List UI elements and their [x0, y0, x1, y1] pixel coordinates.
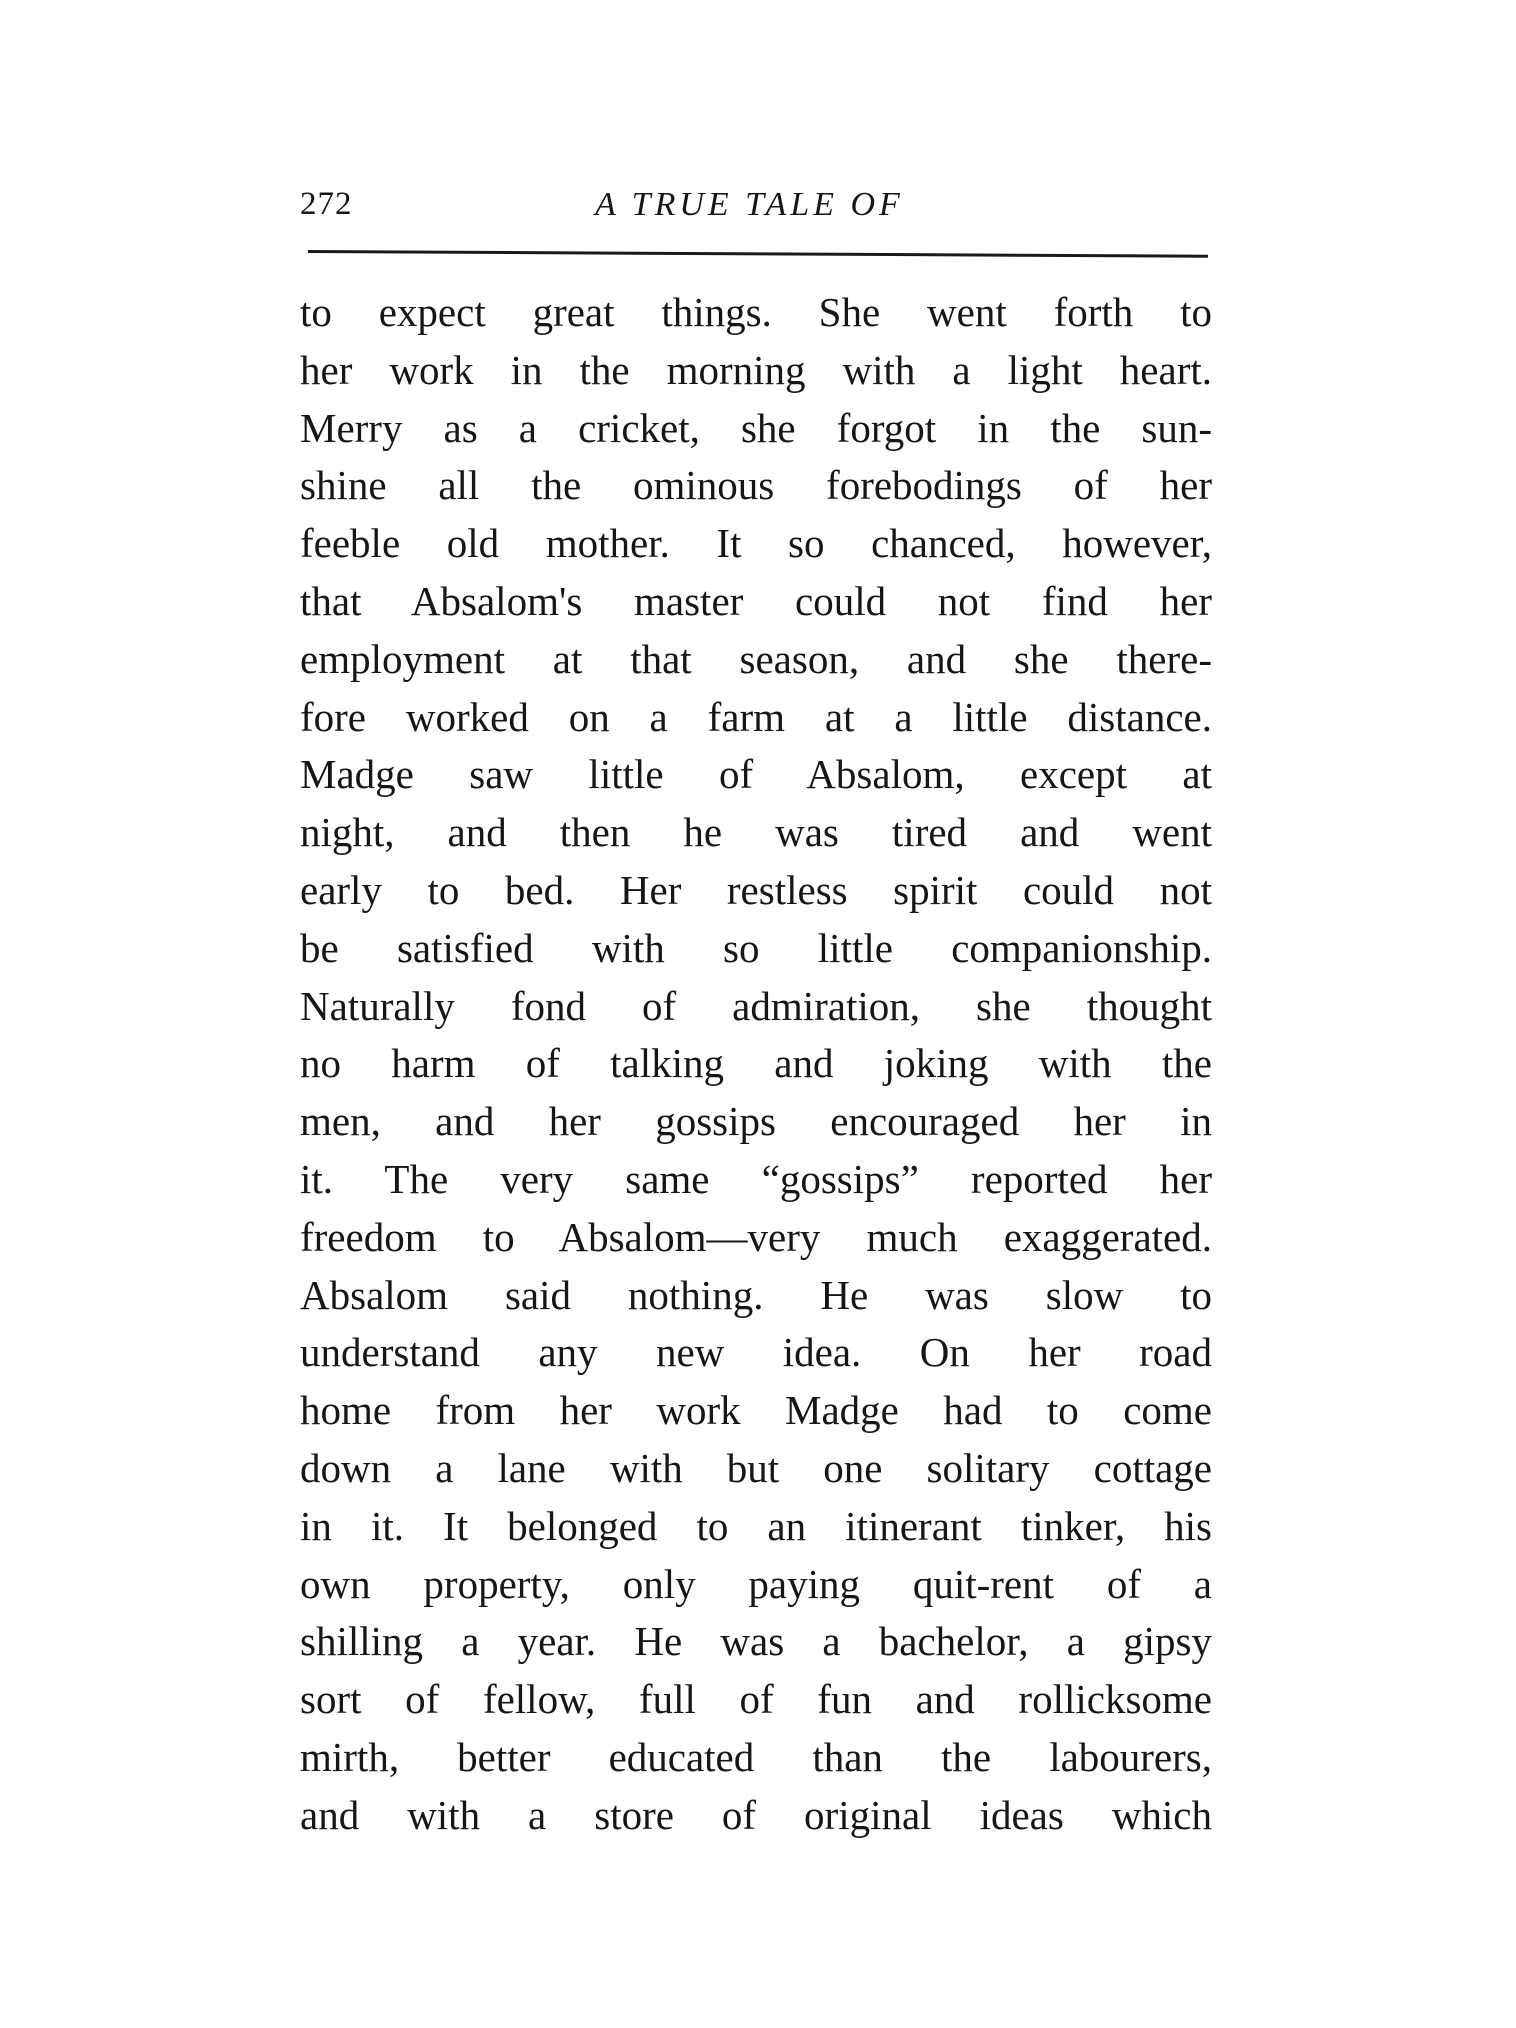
text-line: Absalom said nothing. He was slow to — [300, 1271, 1212, 1318]
text-line: men, and her gossips encouraged her in — [300, 1098, 1212, 1145]
text-line: it. The very same “gossips” reported her — [300, 1155, 1212, 1202]
text-line: Merry as a cricket, she forgot in the sun- — [300, 404, 1212, 451]
text-line: understand any new idea. On her road — [300, 1329, 1212, 1376]
text-line: be satisfied with so little companionship. — [300, 924, 1212, 971]
running-head — [300, 186, 1210, 236]
text-line: mirth, better educated than the labourers, — [300, 1733, 1212, 1780]
text-line: early to bed. Her restless spirit could not — [300, 866, 1212, 913]
text-line: to expect great things. She went forth to — [300, 289, 1212, 335]
text-line: that Absalom's master could not find her — [300, 577, 1212, 624]
text-line: own property, only paying quit-rent of a — [300, 1560, 1212, 1607]
text-line: freedom to Absalom—very much exaggerated. — [300, 1213, 1212, 1260]
text-line: in it. It belonged to an itinerant tinker, his — [300, 1502, 1212, 1549]
text-line: feeble old mother. It so chanced, however, — [300, 520, 1212, 567]
body-text — [300, 284, 1212, 1845]
page-number: 272 — [300, 186, 353, 222]
text-line: sort of fellow, full of fun and rollicksome — [300, 1676, 1212, 1723]
text-line: Madge saw little of Absalom, except at — [300, 751, 1212, 798]
text-line: shilling a year. He was a bachelor, a gipsy — [300, 1618, 1212, 1665]
header-rule — [308, 250, 1208, 258]
text-line: employment at that season, and she there- — [300, 635, 1212, 682]
text-line: fore worked on a farm at a little distance. — [300, 693, 1212, 740]
running-title: A TRUE TALE OF — [595, 186, 904, 223]
text-line: Naturally fond of admiration, she thought — [300, 982, 1212, 1029]
text-line: down a lane with but one solitary cottage — [300, 1444, 1212, 1491]
text-line: night, and then he was tired and went — [300, 809, 1212, 856]
text-line: home from her work Madge had to come — [300, 1387, 1212, 1434]
text-line: and with a store of original ideas which — [300, 1791, 1212, 1838]
text-line: her work in the morning with a light heart. — [300, 346, 1212, 393]
text-line: no harm of talking and joking with the — [300, 1040, 1212, 1087]
text-line: shine all the ominous forebodings of her — [300, 462, 1212, 509]
